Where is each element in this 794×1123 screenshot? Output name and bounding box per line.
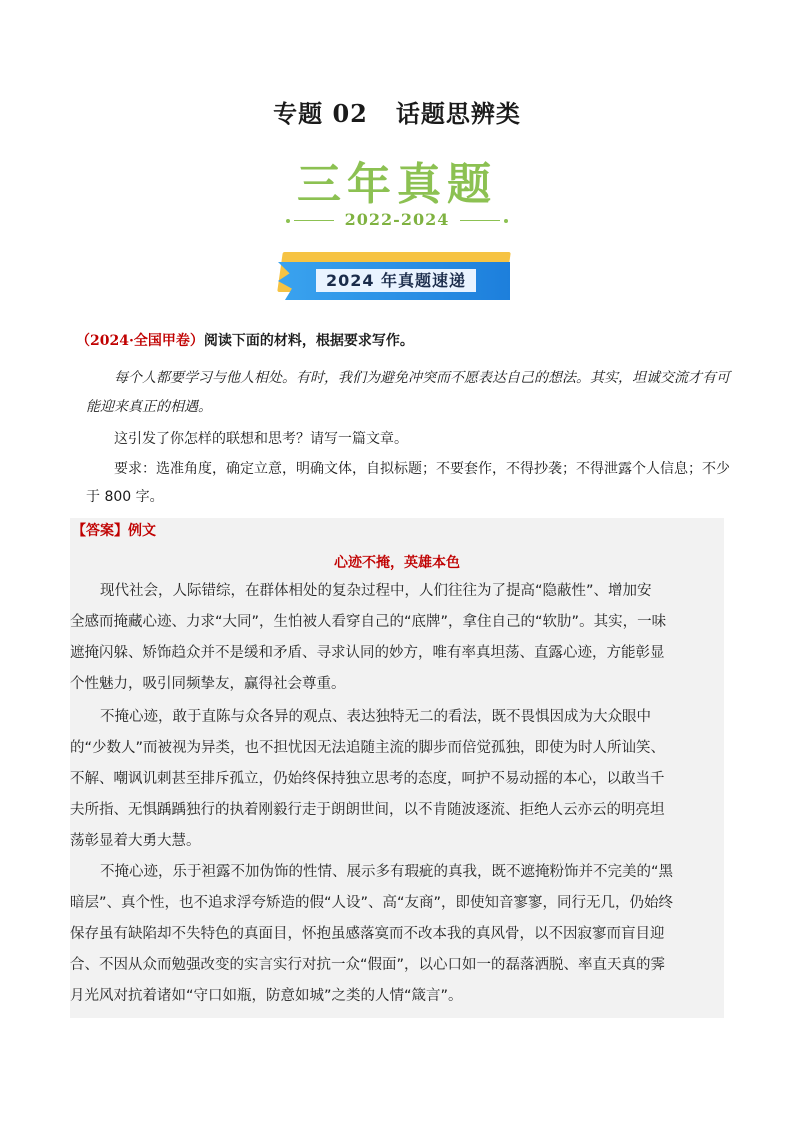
banner-title: 三年真题 (297, 159, 497, 210)
answer-label: 【答案】例文 (72, 523, 156, 539)
question-prompt (76, 330, 736, 350)
years-text: 2022-2024 (344, 210, 450, 229)
essay-line: 荡彰显着大勇大慧。 (70, 833, 201, 849)
divider-left (294, 220, 334, 221)
question-text: 阅读下面的材料，根据要求写作。 (203, 333, 414, 349)
essay-line: 月光风对抗着诸如“守口如瓶，防意如城”之类的人情“箴言”。 (70, 988, 463, 1004)
essay-paragraph-1 (70, 576, 724, 700)
essay-line: 合、不因从众而勉强改变的实言实行对抗一众“假面”，以心口如一的磊落洒脱、率直天真的霁 (70, 957, 666, 973)
question-material: 每个人都要学习与他人相处。有时，我们为避免冲突而不愿表达自己的想法。其实，坦诚交流才有可能迎来真正的相遇。 (86, 370, 730, 415)
essay-line: 保存虽有缺陷却不失特色的真面目，怀抱虽感落寞而不改本我的真风骨，以不因寂寥而盲目迎 (70, 926, 665, 942)
essay-line: 遮掩闪躲、矫饰趋众并不是缓和矛盾、寻求认同的妙方，唯有率真坦荡、直露心迹，方能彰显 (70, 645, 665, 661)
badge-label: 2024 年真题速递 (316, 269, 476, 292)
essay-line: 个性魅力，吸引同频挚友，赢得社会尊重。 (70, 676, 346, 692)
essay-line: 全感而掩藏心迹、力求“大同”，生怕被人看穿自己的“底牌”，拿住自己的“软肋”。其实，一味 (70, 614, 667, 630)
essay-line: 不解、嘲讽讥刺甚至排斥孤立，仍始终保持独立思考的态度，呵护不易动摇的本心，以敢当千 (70, 771, 665, 787)
essay-line: 夫所指、无惧踽踽独行的执着刚毅行走于朗朗世间，以不肯随波逐流、拒绝人云亦云的明亮坦 (70, 802, 665, 818)
dot-left-icon (286, 219, 290, 223)
essay-line: 的“少数人”而被视为异类，也不担忧因无法追随主流的脚步而倍觉孤独，即使为时人所讪笑、 (70, 740, 666, 756)
dot-right-icon (504, 219, 508, 223)
question-task: 这引发了你怎样的联想和思考？请写一篇文章。 (114, 431, 408, 447)
divider-right (460, 220, 500, 221)
page-title (0, 94, 794, 129)
section-badge (276, 252, 516, 304)
essay-paragraph-3 (70, 857, 724, 1012)
essay-line: 现代社会，人际错综，在群体相处的复杂过程中，人们往往为了提高“隐蔽性”、增加安 (100, 583, 652, 599)
essay-line: 不掩心迹，敢于直陈与众各异的观点、表达独特无二的看法，既不畏惧因成为大众眼中 (100, 709, 651, 725)
topic-label: 专题 02 (273, 99, 368, 128)
years-range (0, 210, 794, 229)
question-requirement: 要求：选准角度，确定立意，明确文体，自拟标题；不要套作，不得抄袭；不得泄露个人信息；不少于 800 字。 (86, 461, 730, 505)
topic-name: 话题思辨类 (395, 99, 521, 128)
essay-line: 暗层”、真个性，也不追求浮夸矫造的假“人设”、高“友商”，即使知音寥寥，同行无几，仍始终 (70, 895, 674, 911)
essay-paragraph-2 (70, 702, 724, 857)
essay-title: 心迹不掩，英雄本色 (334, 555, 460, 571)
essay-line: 不掩心迹，乐于袒露不加伪饰的性情、展示多有瑕疵的真我，既不遮掩粉饰并不完美的“黑 (100, 864, 674, 880)
question-source: （2024·全国甲卷） (76, 333, 204, 349)
